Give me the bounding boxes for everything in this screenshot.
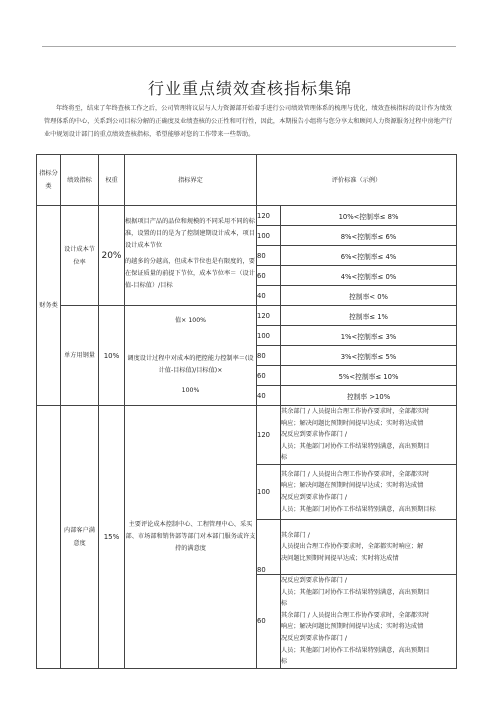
criteria-line: 其余部门 / [281,531,310,539]
score-cell: 120 [257,306,281,326]
criteria-cell: 5%<控制率≤ 10% [281,366,457,386]
score-cell: 100 [257,226,281,246]
criteria-cell [281,406,457,465]
category-finance: 财务类 [37,206,61,406]
score-cell: 100 [257,464,281,519]
criteria-line: 况反应到要求协作部门 / [281,576,347,584]
criteria-cell [281,574,457,668]
definition-text: 调度设计过程中对成本的把控能力控制率＝(设计值-目标值)/目标值)× [127,354,254,374]
criteria-cell: 8%<控制率≤ 6% [281,226,457,246]
criteria-cell [281,519,457,574]
definition-steel-usage [125,306,257,406]
header-standard: 评价标准（示例） [257,155,457,206]
weight-internal-satisfaction: 15% [99,406,125,669]
criteria-cell [281,464,457,519]
criteria-cell: 6%<控制率≤ 4% [281,246,457,266]
criteria-cell: 4%<控制率≤ 0% [281,266,457,286]
criteria-cell: 控制率≤ 1% [281,306,457,326]
criteria-cell: 10%<控制率≤ 8% [281,206,457,226]
criteria-cell: 控制率< 0% [281,286,457,306]
header-rule [42,46,456,47]
weight-cost-saving: 20% [99,206,125,306]
score-cell: 60 [257,574,281,668]
criteria-line: 响应；解决问题比预期时间提早达成；实时将达成情 [281,623,424,631]
criteria-line: 况反应到要求协作部门 / [281,431,347,439]
criteria-line: 标 [281,658,288,666]
intro-paragraph: 年终将至，结束了年终查核工作之后，公司管理将议层与人力资源部开始着手进行公司绩效管理体系的梳理与优化，绩效查核指标的设计作为绩效管理体系的中心，关系到公司目标分解的正确度及业绩查核的公正性和可行性，因此，本期报告小组将与您分享太和顾问人力资源服务过程中房地产行业中规划设计部门的重点绩效查核指标，希望能够对您的工作带来一些帮助。 [44,105,453,138]
criteria-line: 标 [281,600,288,608]
definition-text: 值× 100% [174,316,207,324]
page-title: 行业重点绩效查核指标集锦 [147,79,352,98]
criteria-line: 人员；其他部门对协作工作结果特别满意，高出预期目 [281,442,430,450]
table-header-row [37,155,457,206]
indicator-steel-usage: 单方用钢量 [61,306,99,406]
score-cell: 80 [257,519,281,574]
table-row [37,206,457,226]
criteria-line: 人员；其他部门对协作工作结果特别满意，高出预期目 [281,646,430,654]
criteria-line: 人员；其他部门对协作工作结果特别满意，高出预期目 [281,588,430,596]
score-cell: 120 [257,406,281,465]
header-category: 指标分类 [37,155,61,206]
criteria-cell: 3%<控制率≤ 5% [281,346,457,366]
weight-steel-usage: 10% [99,306,125,406]
table-row [37,406,457,465]
kpi-table [36,154,457,669]
score-cell: 120 [257,206,281,226]
criteria-line: 响应；解决问题比预期时间提早达成；实时将达成情 [281,419,424,427]
criteria-line: 其余部门 / 人员提出合理工作协作要求时，全部都实时 [281,408,430,415]
score-cell: 80 [257,246,281,266]
criteria-cell: 1%<控制率≤ 3% [281,326,457,346]
header-weight: 权重 [99,155,125,206]
score-cell: 100 [257,326,281,346]
indicator-cost-saving: 设计成本节位率 [61,206,99,306]
definition-text: 100% [181,386,200,394]
header-definition: 指标界定 [125,155,257,206]
header-indicator: 绩效指标 [61,155,99,206]
score-cell: 40 [257,386,281,406]
criteria-line: 人员；其他部门对协作工作结果特别满意，高出预期目标 [281,505,436,513]
definition-text: 根据项目产品的品位和规模的不同采用不同的标准，设置的目的是为了控制建期设计成本，项目设计成本节位 [125,217,255,249]
criteria-line: 其余部门 / 人员提出合理工作协作要求时，全部都实时 [281,611,430,619]
criteria-line: 响应；解决问题在预期时间提早达成；实时将达成情 [281,482,424,490]
table-row [37,306,457,326]
definition-cost-saving [125,206,257,306]
score-cell: 80 [257,346,281,366]
criteria-line: 其余部门 / 人员提出合理工作协作要求时，全部都实时 [281,470,430,478]
criteria-line: 决问题比预期时间提早达成；实时将达成情 [281,554,399,562]
criteria-line: 况反应到要求协作部门 / [281,634,347,642]
score-cell: 40 [257,286,281,306]
definition-internal-satisfaction: 主要评论成本控制中心、工程管理中心、采买部、市场部和销售部等部门对本部门服务或许支持的满意度 [125,406,257,669]
criteria-cell: 控制率 >10% [281,386,457,406]
definition-text: 的越多的分越高，但成本节位也是有限度的，要在保证质量的前提下节位，成本节位率＝（设计值-目标值）/目标 [125,257,255,289]
category-empty [37,406,61,669]
criteria-line: 人员提出合理工作协作要求时，全部都实时响应；解 [281,543,424,551]
criteria-line: 标 [281,454,288,462]
indicator-internal-satisfaction: 内部客户满意度 [61,406,99,669]
score-cell: 60 [257,266,281,286]
criteria-line: 况反应到要求协作部门 / [281,493,347,501]
score-cell: 60 [257,366,281,386]
